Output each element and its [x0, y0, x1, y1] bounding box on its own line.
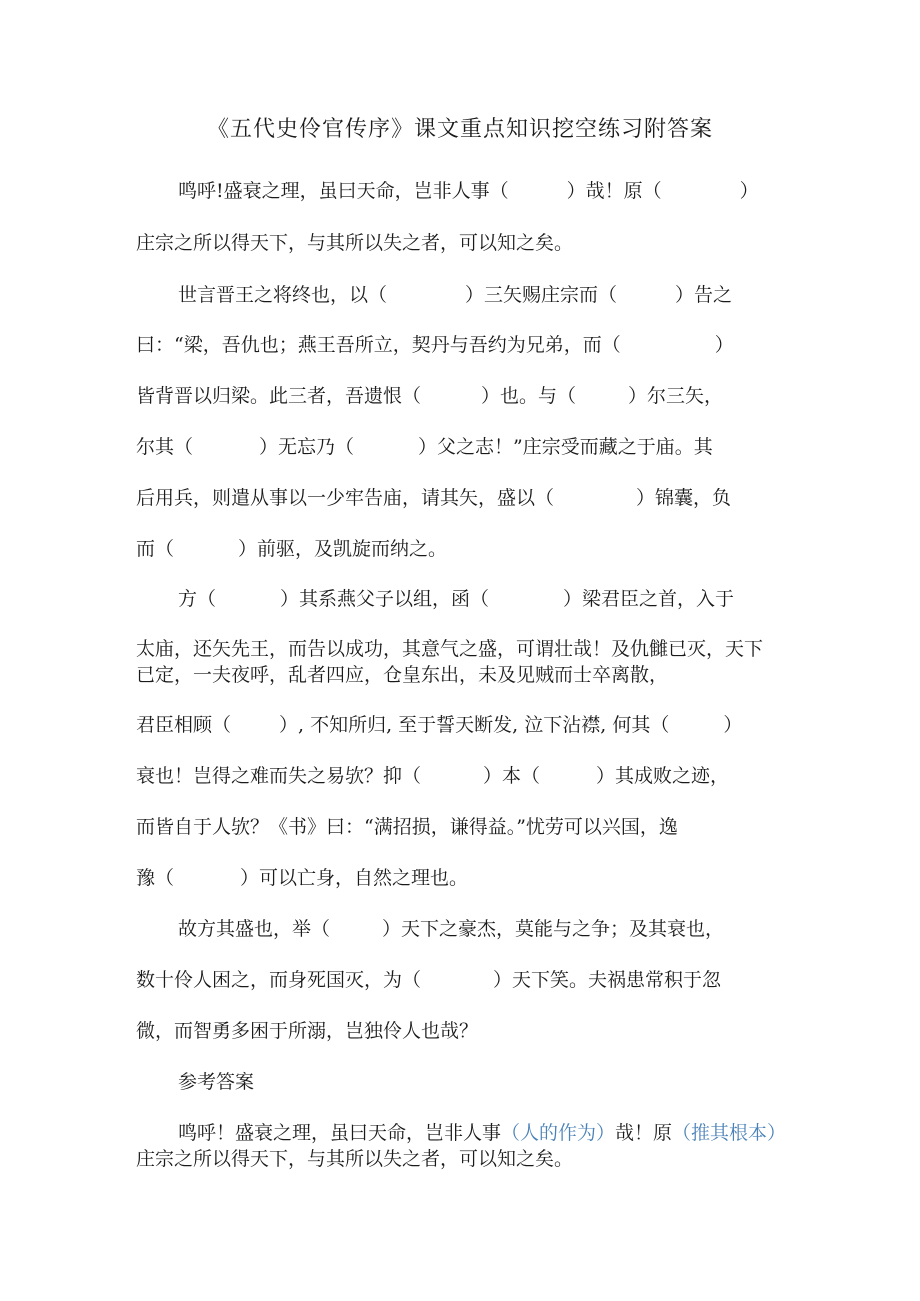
answer-text: （推其根本） [672, 1122, 787, 1144]
text-line: 皆背晋以归梁。此三者，吾遗恨（ ）也。与（ ）尔三矢， [136, 385, 724, 407]
text-line: 太庙，还矢先王，而告以成功，其意气之盛，可谓壮哉！及仇雠已灭，天下 [136, 638, 764, 660]
text-line: 尔其（ ）无忘乃（ ）父之志！”庄宗受而藏之于庙。其 [136, 436, 713, 458]
text-line: 曰：“梁，吾仇也；燕王吾所立，契丹与吾约为兄弟，而（ ） [136, 334, 734, 356]
text-line: 鸣呼！盛衰之理，虽曰天命，岂非人事（人的作为）哉！原（推其根本） [178, 1122, 787, 1144]
text-line: 后用兵，则遣从事以一少牢告庙，请其矢，盛以（ ）锦囊，负 [136, 487, 732, 509]
text-line: 君臣相顾（ ）, 不知所归, 至于誓天断发, 泣下沾襟, 何其（ ） [136, 714, 743, 736]
text-line: 世言晋王之将终也，以（ ）三矢赐庄宗而（ ）告之 [178, 284, 733, 306]
text-line: 数十伶人困之，而身死国灭，为（ ）天下笑。夫祸患常积于忽 [136, 969, 722, 991]
text-line: 衰也！岂得之难而失之易欤？抑（ ）本（ ）其成败之迹， [136, 765, 730, 787]
answer-text: （人的作为） [501, 1122, 616, 1144]
answer-heading: 参考答案 [178, 1071, 255, 1093]
text-line: 故方其盛也，举（ ）天下之豪杰，莫能与之争；及其衰也， [178, 918, 725, 940]
text-line: 而（ ）前驱，及凯旋而纳之。 [136, 538, 448, 560]
text-line: 鸣呼!盛衰之理，虽曰天命，岂非人事（ ）哉！原（ ） [178, 180, 759, 202]
text-line: 已定，一夫夜呼，乱者四应，仓皇东出，未及见贼而士卒离散， [136, 664, 669, 686]
text-line: 方（ ）其系燕父子以组，函（ ）梁君臣之首，入于 [178, 588, 735, 610]
text-line: 豫（ ）可以亡身，自然之理也。 [136, 867, 469, 889]
text-line: 微，而智勇多困于所溺，岂独伶人也哉？ [136, 1020, 479, 1042]
text-line: 庄宗之所以得天下，与其所以失之者，可以知之矣。 [136, 232, 574, 254]
text-line: 而皆自于人欤？《书》曰：“满招损，谦得益。”忧劳可以兴国，逸 [136, 816, 678, 838]
text-line: 庄宗之所以得天下，与其所以失之者，可以知之矣。 [136, 1148, 574, 1170]
document-title: 《五代史伶官传序》课文重点知识挖空练习附答案 [206, 117, 713, 142]
